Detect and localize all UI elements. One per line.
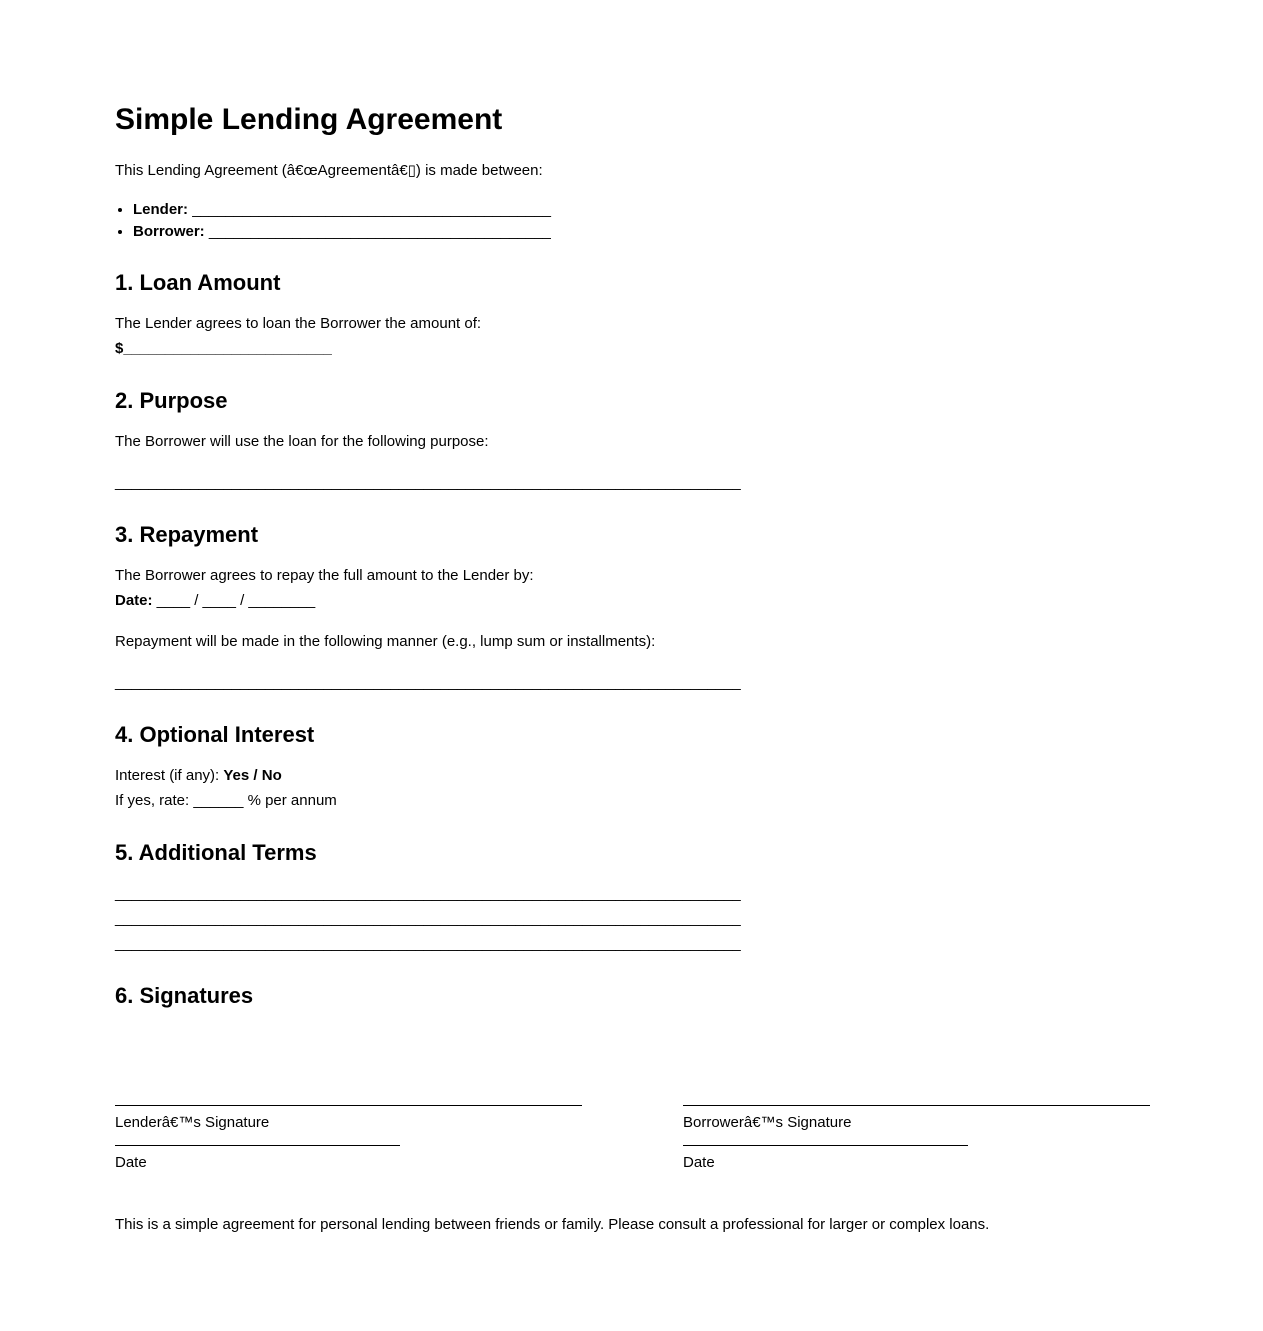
footer-disclaimer: This is a simple agreement for personal lending between friends or family. Please consult a professional for larger or complex loans.: [115, 1216, 990, 1233]
signatures-block: [115, 1105, 1150, 1174]
lender-signature-line: [115, 1105, 582, 1106]
repayment-manner-text: Repayment will be made in the following manner (e.g., lump sum or installments):: [115, 633, 656, 650]
additional-terms-blank-line: ___________________________________________________________________________: [115, 910, 741, 927]
interest-yes-no: Yes / No: [223, 767, 282, 784]
borrower-party-item: [133, 221, 1150, 243]
parties-list: [115, 199, 1150, 243]
borrower-date-label: Date: [683, 1154, 715, 1171]
borrower-label: Borrower:: [133, 223, 205, 240]
additional-terms-blank-line: ___________________________________________________________________________: [115, 935, 741, 952]
intro-text: This Lending Agreement (â€œAgreementâ€▯) is made between:: [115, 162, 543, 179]
repayment-date-label: Date:: [115, 592, 153, 609]
lender-date-line: [115, 1145, 400, 1146]
section-heading-interest: 4. Optional Interest: [115, 722, 315, 747]
purpose-blank-line: ___________________________________________________________________________: [115, 474, 741, 491]
lender-blank-line: ___________________________________________: [192, 201, 551, 218]
section-heading-loan-amount: 1. Loan Amount: [115, 270, 281, 295]
loan-amount-body: [115, 311, 1150, 361]
interest-rate-line: If yes, rate: ______ % per annum: [115, 792, 337, 809]
repayment-date-blanks: ____ / ____ / ________: [152, 592, 316, 609]
lender-party-item: [133, 199, 1150, 221]
borrower-blank-line: _________________________________________: [208, 223, 551, 240]
repayment-text: The Borrower agrees to repay the full amount to the Lender by:: [115, 567, 534, 584]
page-title: Simple Lending Agreement: [115, 103, 503, 136]
repayment-body: [115, 563, 1150, 613]
section-heading-purpose: 2. Purpose: [115, 388, 228, 413]
lender-label: Lender:: [133, 201, 189, 218]
section-heading-repayment: 3. Repayment: [115, 522, 259, 547]
loan-amount-blank-line: $_________________________: [115, 340, 332, 357]
interest-body: [115, 763, 1150, 813]
repayment-blank-line: ___________________________________________________________________________: [115, 674, 741, 691]
purpose-body: The Borrower will use the loan for the following purpose:: [115, 433, 489, 450]
section-heading-additional-terms: 5. Additional Terms: [115, 840, 317, 865]
interest-prefix: Interest (if any):: [115, 767, 224, 784]
borrower-date-line: [683, 1145, 968, 1146]
loan-amount-text: The Lender agrees to loan the Borrower the amount of:: [115, 315, 482, 332]
additional-terms-blank-lines: [115, 881, 1150, 956]
borrower-signature-column: [683, 1105, 1150, 1174]
lender-signature-column: [115, 1105, 582, 1174]
borrower-signature-label: Borrowerâ€™s Signature: [683, 1114, 852, 1131]
additional-terms-blank-line: ___________________________________________________________________________: [115, 885, 741, 902]
section-heading-signatures: 6. Signatures: [115, 983, 254, 1008]
lender-signature-label: Lenderâ€™s Signature: [115, 1114, 270, 1131]
borrower-signature-line: [683, 1105, 1150, 1106]
lender-date-label: Date: [115, 1154, 147, 1171]
